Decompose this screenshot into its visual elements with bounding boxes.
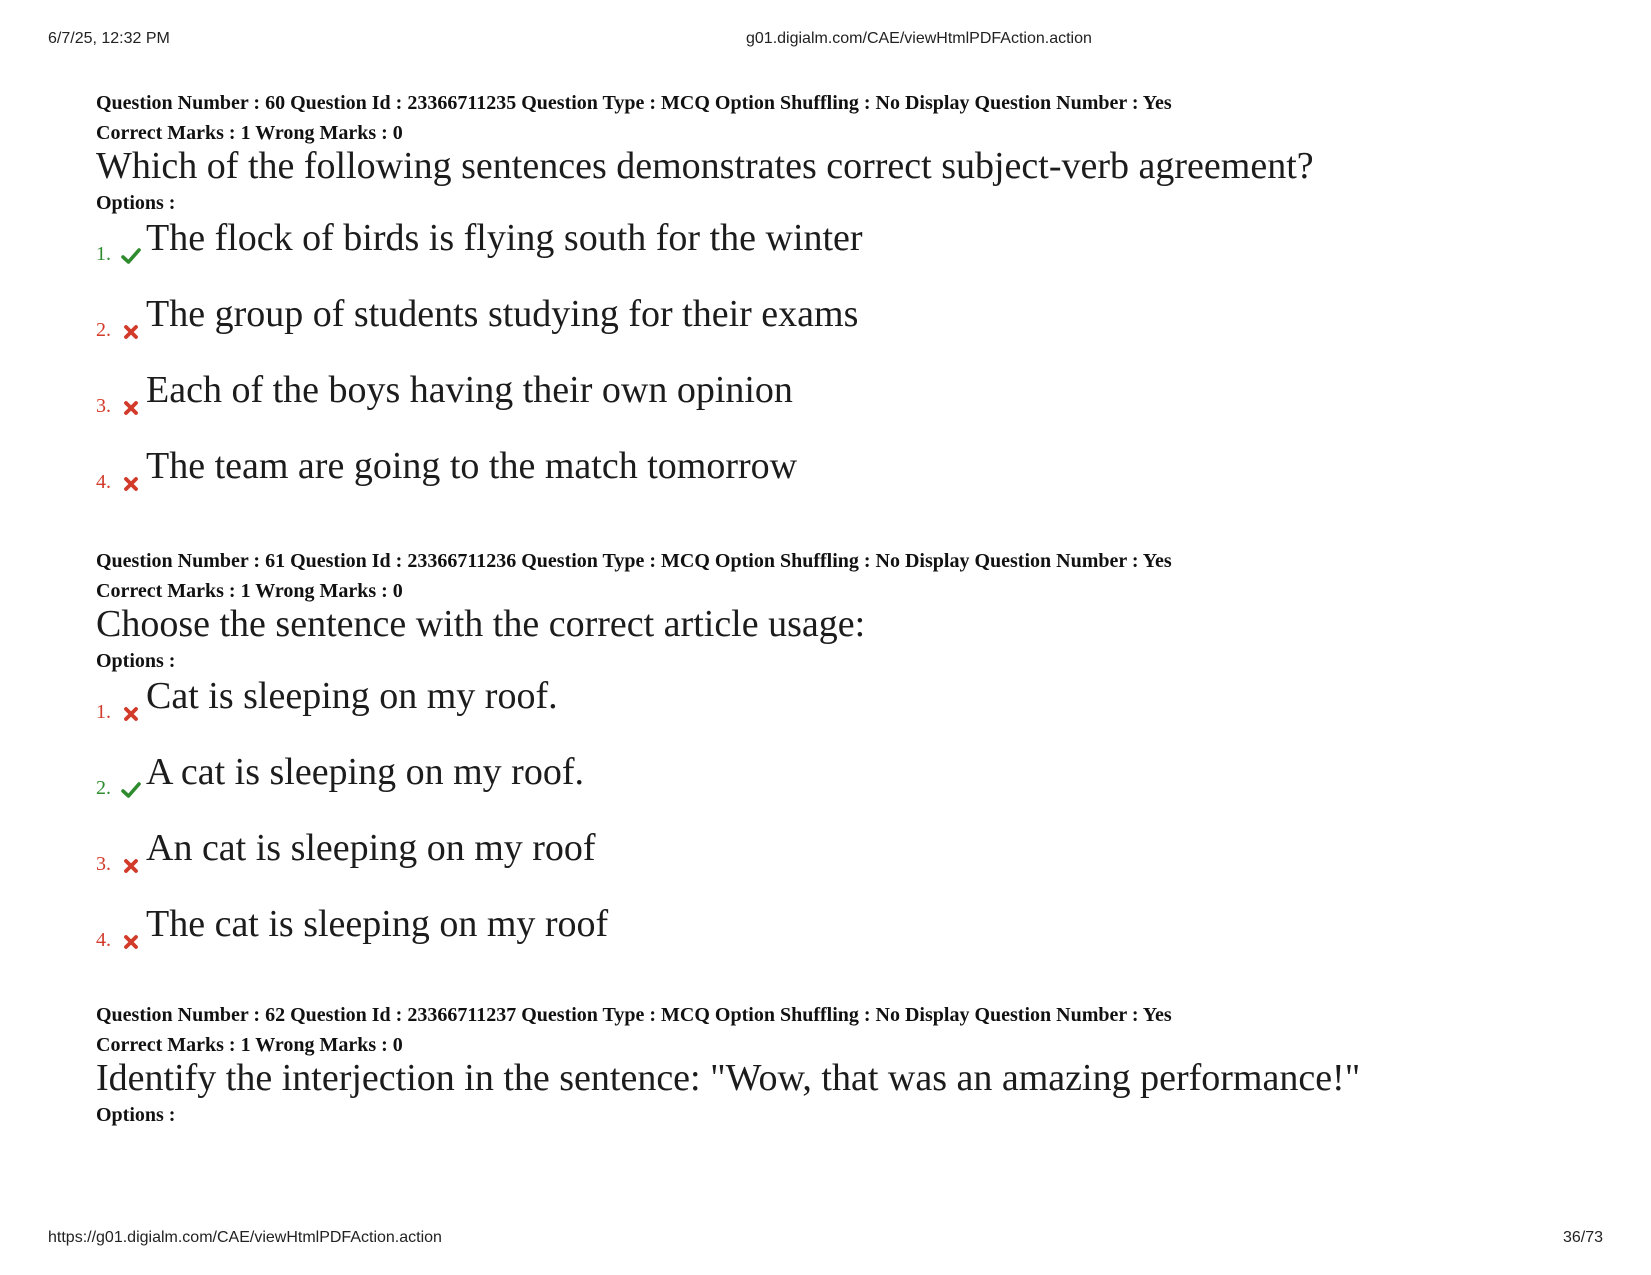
print-footer-url: https://g01.digialm.com/CAE/viewHtmlPDFAction.action (48, 1229, 442, 1246)
options-label: Options : (96, 192, 176, 214)
option-item (96, 676, 1546, 752)
option-item (96, 904, 1546, 980)
question-meta: Question Number : 61 Question Id : 23366711236 Question Type : MCQ Option Shuffling : No Display Question Number : Yes (96, 550, 1172, 572)
cross-icon (121, 704, 141, 724)
option-number: 3. (96, 395, 111, 417)
question-block (96, 546, 1546, 980)
option-text: A cat is sleeping on my roof. (146, 751, 584, 793)
options-list (96, 218, 1546, 522)
question-meta: Question Number : 62 Question Id : 23366711237 Question Type : MCQ Option Shuffling : No Display Question Number : Yes (96, 1004, 1172, 1026)
option-number: 4. (96, 929, 111, 951)
option-item (96, 294, 1546, 370)
option-item (96, 370, 1546, 446)
option-number: 2. (96, 777, 111, 799)
print-datetime: 6/7/25, 12:32 PM (48, 30, 170, 47)
cross-icon (121, 932, 141, 952)
cross-icon (121, 398, 141, 418)
print-footer (48, 1229, 1603, 1251)
question-text: Which of the following sentences demonstrates correct subject-verb agreement? (96, 145, 1314, 187)
option-text: The flock of birds is flying south for the winter (146, 217, 863, 259)
option-number: 1. (96, 701, 111, 723)
option-text: The team are going to the match tomorrow (146, 445, 798, 487)
option-number: 2. (96, 319, 111, 341)
check-icon (121, 780, 141, 800)
page-number: 36/73 (1562, 1229, 1603, 1246)
print-page-url: g01.digialm.com/CAE/viewHtmlPDFAction.action (746, 30, 1092, 47)
question-text: Identify the interjection in the sentence: "Wow, that was an amazing performance!" (96, 1057, 1361, 1099)
question-meta: Question Number : 60 Question Id : 23366711235 Question Type : MCQ Option Shuffling : No Display Question Number : Yes (96, 92, 1172, 114)
option-text: Each of the boys having their own opinion (146, 369, 793, 411)
cross-icon (121, 856, 141, 876)
option-item (96, 446, 1546, 522)
question-marks: Correct Marks : 1 Wrong Marks : 0 (96, 580, 403, 602)
option-text: Cat is sleeping on my roof. (146, 675, 558, 717)
option-text: The cat is sleeping on my roof (146, 903, 609, 945)
option-number: 3. (96, 853, 111, 875)
options-list (96, 676, 1546, 980)
option-item (96, 752, 1546, 828)
print-header (48, 30, 1603, 52)
option-item (96, 828, 1546, 904)
option-text: An cat is sleeping on my roof (146, 827, 596, 869)
option-number: 1. (96, 243, 111, 265)
cross-icon (121, 322, 141, 342)
question-block (96, 88, 1546, 522)
cross-icon (121, 474, 141, 494)
question-block (96, 1000, 1546, 1130)
options-label: Options : (96, 650, 176, 672)
option-text: The group of students studying for their exams (146, 293, 859, 335)
option-item (96, 218, 1546, 294)
question-marks: Correct Marks : 1 Wrong Marks : 0 (96, 1034, 403, 1056)
question-marks: Correct Marks : 1 Wrong Marks : 0 (96, 122, 403, 144)
options-label: Options : (96, 1104, 176, 1126)
check-icon (121, 246, 141, 266)
option-number: 4. (96, 471, 111, 493)
question-text: Choose the sentence with the correct article usage: (96, 603, 866, 645)
